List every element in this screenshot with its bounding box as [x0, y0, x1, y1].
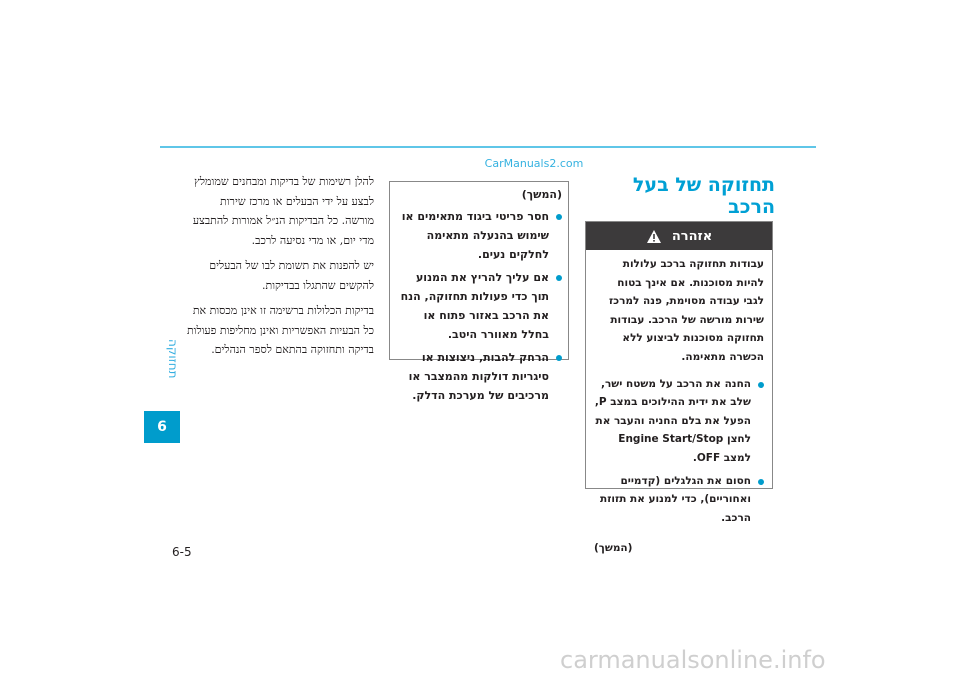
bullet-icon: [758, 479, 764, 485]
left-column: [186, 172, 374, 366]
list-item-text: אם עליך להריץ את המנוע תוך כדי פעולות תחזוקה, הנח את הרכב באזור פתוח או בחלל מאוורר היטב.: [400, 271, 549, 341]
list-item-text: הרחק להבות, ניצוצות או סיגריות דולקות מהמצבר או מרכיבים של מערכת הדלק.: [408, 351, 549, 402]
list-item-text: חסר פריטי ביגוד מתאימים או שימוש בהנעלה מתאימה לחלקים נעים.: [401, 210, 549, 261]
warning-body: [586, 250, 772, 563]
continued-warning-box: [389, 181, 569, 402]
warning-triangle-icon: [646, 229, 662, 244]
top-rule: [160, 146, 816, 148]
list-item: [594, 375, 764, 468]
bullet-icon: [758, 382, 764, 388]
paragraph: יש להפנות את תשומת לבו של הבעלים להקשים שהתגלו בבדיקות.: [209, 259, 374, 292]
warning-header: [586, 222, 772, 250]
list-item: [396, 207, 562, 264]
bullet-icon: [556, 214, 562, 220]
list-item: [594, 472, 764, 528]
bullet-icon: [556, 275, 562, 281]
site-link[interactable]: CarManuals2.com: [484, 157, 584, 170]
watermark: carmanualsonline.info: [560, 646, 826, 674]
warning-list: [396, 207, 562, 405]
paragraph: בדיקות הכלולות ברשימה זו אינן מכסות את כל הבעיות האפשריות ואינן מחליפות פעולות בדיקה ותחזוקה בהתאם לספר הנהלים.: [186, 304, 374, 356]
list-item-text: החנה את הרכב על משטח ישר, שלב את ידית ההילוכים במצב P, הפעל את בלם החניה והעבר את לחצן Engine Start/Stop למצב OFF.: [594, 377, 751, 464]
warning-intro: עבודות תחזוקה ברכב עלולות להיות מסוכנות. אם אינך בטוח לגבי עבודה מסוימת, פנה למרכז שירות מורשה של הרכב. עבודות תחזוקה מסוכנות לביצוע ללא הכשרה מתאימה.: [608, 258, 764, 363]
warning-list: [594, 375, 764, 528]
chapter-number-tab: 6: [144, 411, 180, 443]
section-heading: תחזוקה של בעל הרכב: [632, 174, 775, 218]
list-item-text: חסום את הגלגלים (קדמיים ואחוריים), כדי למנוע את תזוזת הרכב.: [600, 474, 751, 524]
continued-note: (המשך): [594, 542, 633, 555]
warning-box: [585, 221, 773, 555]
bullet-icon: [556, 355, 562, 361]
page-number: 6-5: [172, 545, 192, 559]
paragraph: להלן רשימות של בדיקות ומבחנים שמומלץ לבצע על ידי הבעלים או מרכז שירות מורשה. כל הבדיקות הנ״ל אמורות להתבצע מדי יום, או מדי נסיעה לרכב.: [192, 175, 374, 247]
continued-note: (המשך): [521, 188, 562, 201]
chapter-label: תחזוקה: [166, 338, 180, 379]
warning-title: אזהרה: [671, 228, 713, 244]
list-item: [396, 348, 562, 405]
list-item: [396, 268, 562, 344]
